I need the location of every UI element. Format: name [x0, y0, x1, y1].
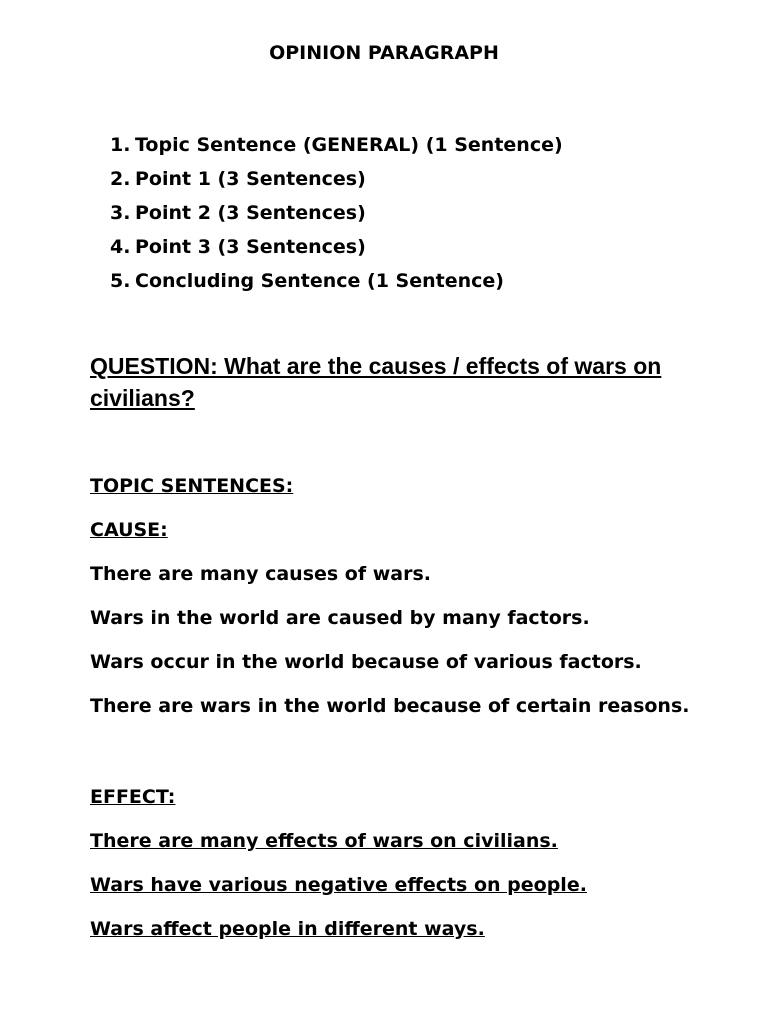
- cause-sentence: There are many causes of wars.: [90, 563, 432, 585]
- outline-item-number: 1.: [110, 134, 131, 156]
- cause-sentence: Wars occur in the world because of various factors.: [90, 651, 642, 673]
- outline-item-number: 2.: [110, 168, 131, 190]
- effect-heading: EFFECT:: [90, 786, 176, 808]
- effect-sentence: Wars affect people in different ways.: [90, 918, 485, 940]
- outline-item-number: 3.: [110, 202, 131, 224]
- outline-item-number: 4.: [110, 236, 131, 258]
- outline-item: [110, 162, 563, 196]
- effect-section: [90, 775, 587, 951]
- outline-item-number: 5.: [110, 270, 131, 292]
- topic-sentences-heading: TOPIC SENTENCES:: [90, 475, 294, 497]
- outline-item-text: Concluding Sentence (1 Sentence): [135, 270, 504, 292]
- outline-item: [110, 128, 563, 162]
- cause-sentence: Wars in the world are caused by many factors.: [90, 607, 590, 629]
- paragraph-outline-list: [110, 128, 563, 298]
- question-heading: QUESTION: What are the causes / effects of wars on civilians?: [90, 353, 662, 411]
- outline-item: [110, 264, 563, 298]
- effect-sentence: Wars have various negative effects on people.: [90, 874, 587, 896]
- outline-item: [110, 196, 563, 230]
- page-title: OPINION PARAGRAPH: [269, 42, 499, 64]
- outline-item-text: Topic Sentence (GENERAL) (1 Sentence): [135, 134, 563, 156]
- cause-section: [90, 464, 689, 728]
- outline-item: [110, 230, 563, 264]
- outline-item-text: Point 1 (3 Sentences): [135, 168, 366, 190]
- outline-item-text: Point 3 (3 Sentences): [135, 236, 366, 258]
- cause-sentence: There are wars in the world because of certain reasons.: [90, 695, 690, 717]
- outline-item-text: Point 2 (3 Sentences): [135, 202, 366, 224]
- effect-sentence: There are many effects of wars on civilians.: [90, 830, 558, 852]
- cause-heading: CAUSE:: [90, 519, 168, 541]
